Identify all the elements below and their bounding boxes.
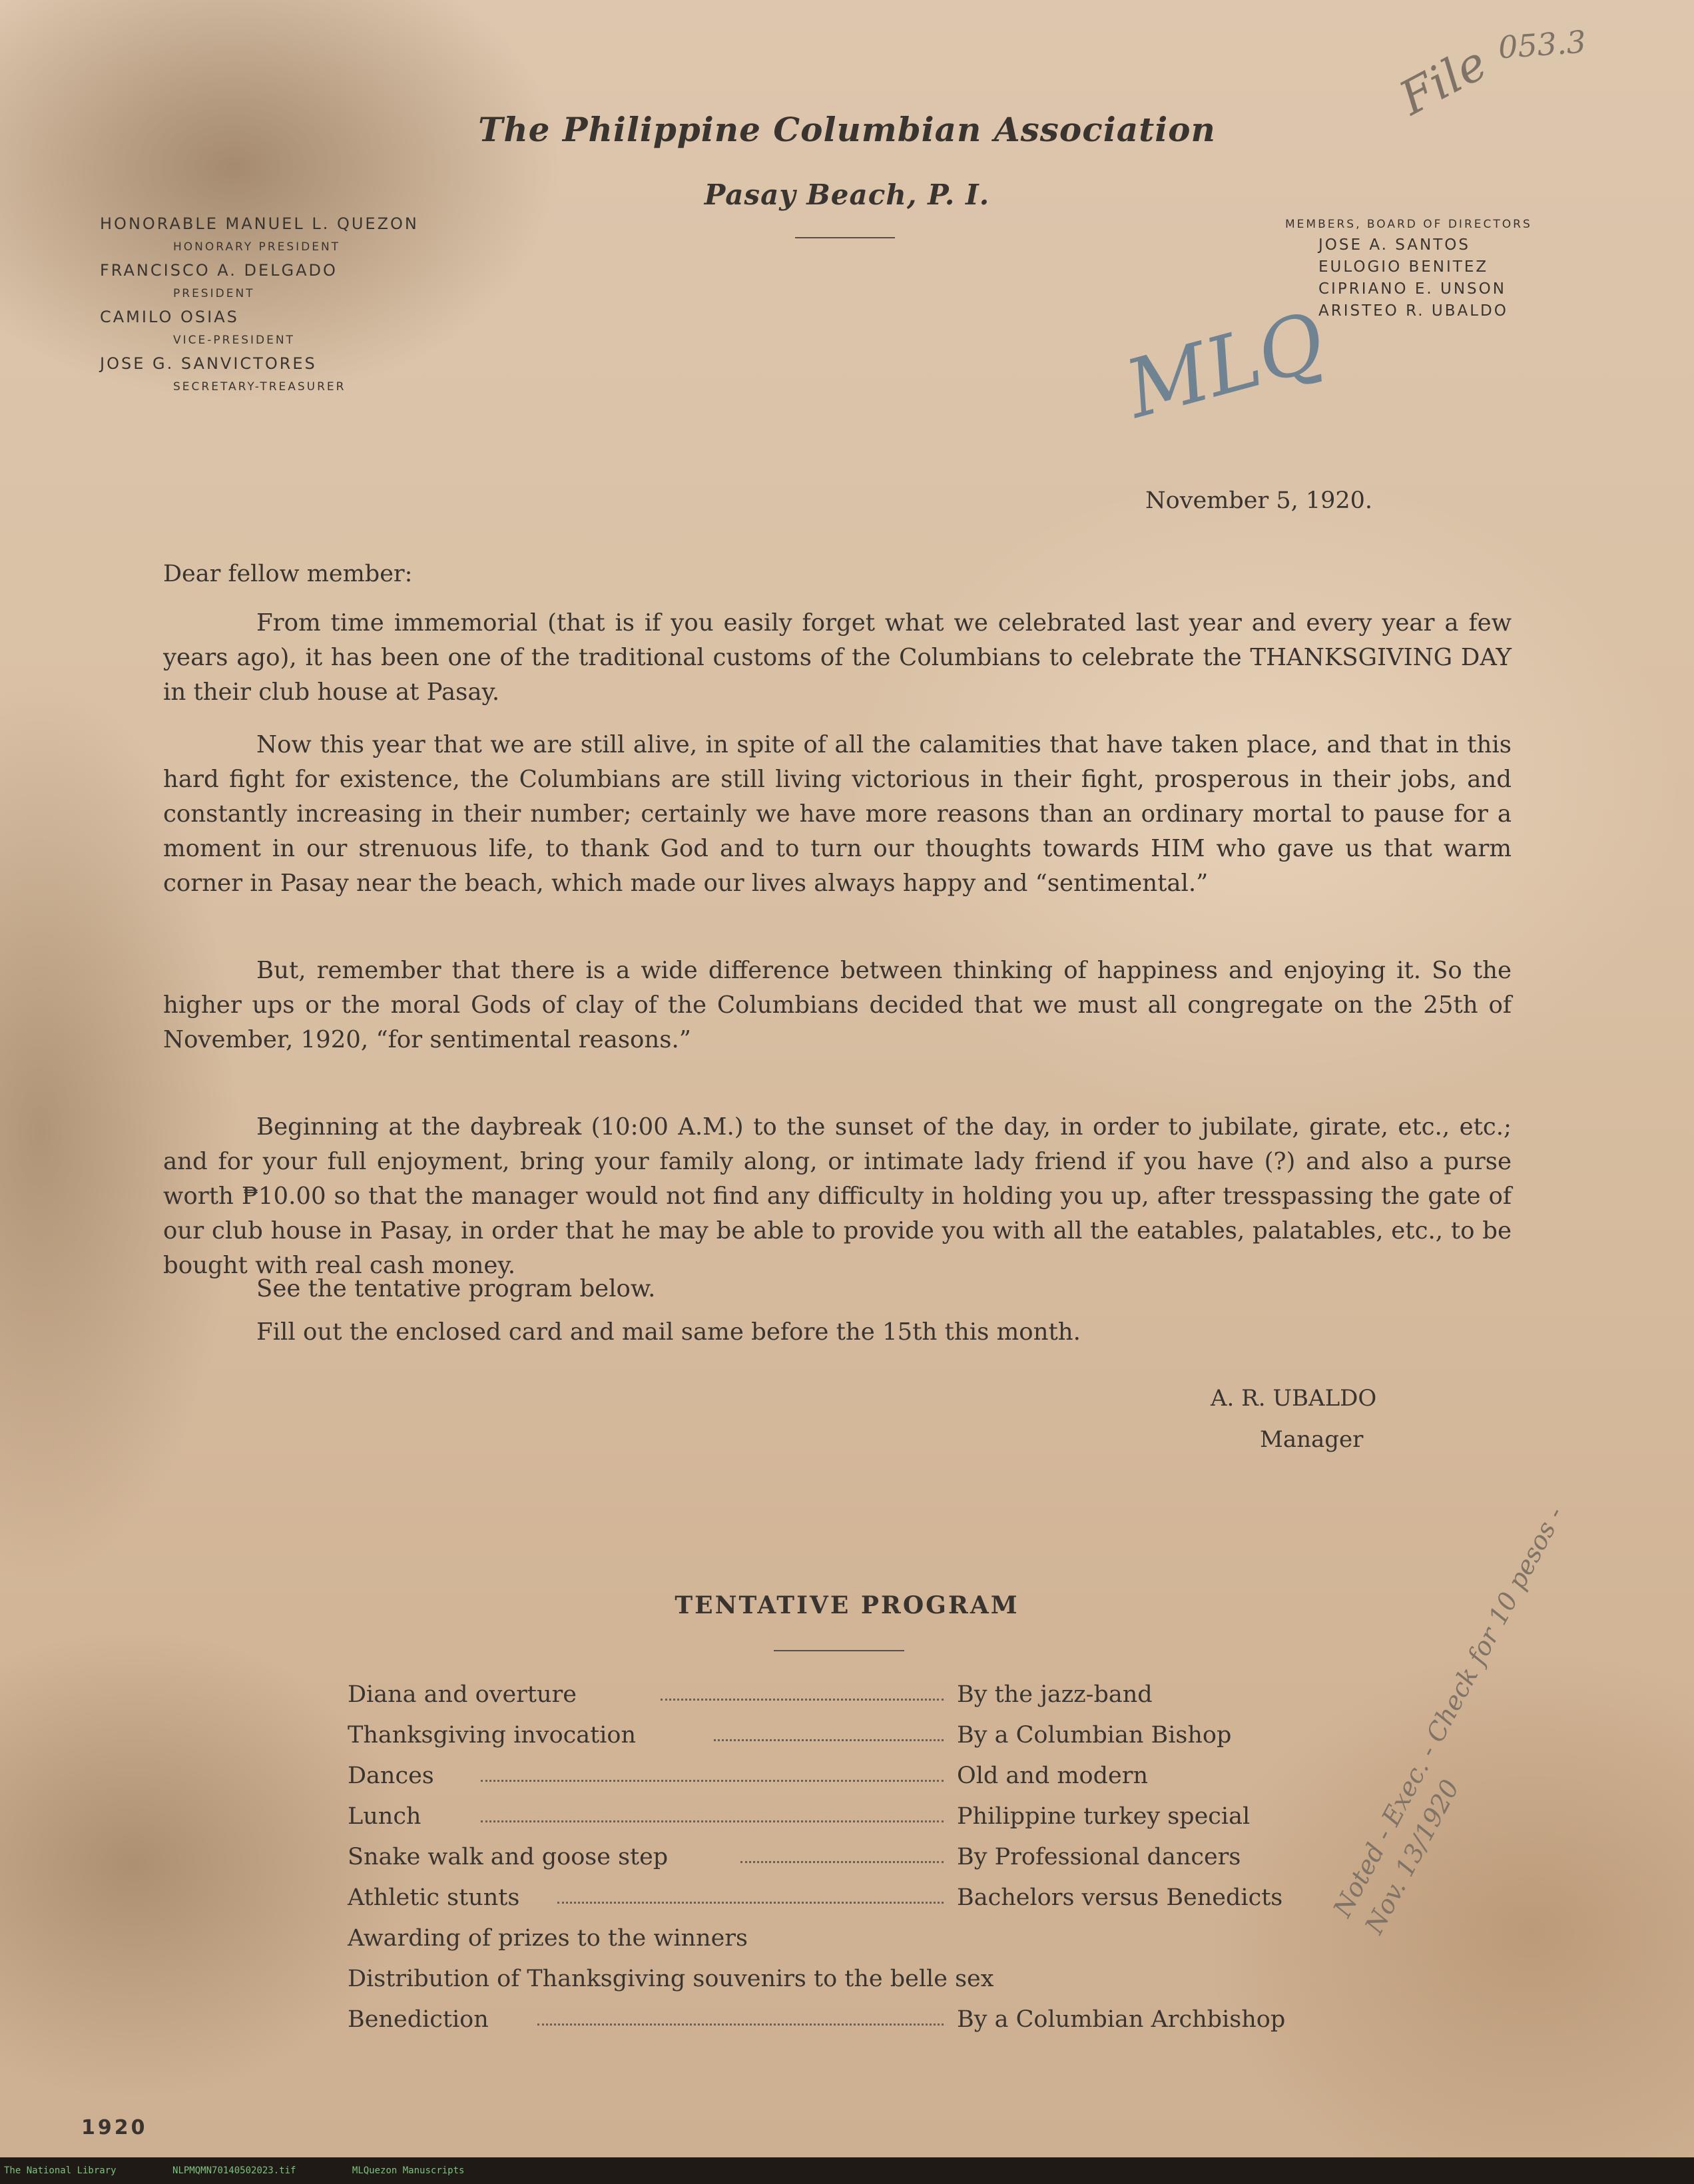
footer-filename: NLPMQMN70140502023.tif <box>172 2165 296 2176</box>
program-desc: By a Columbian Bishop <box>957 1722 1232 1749</box>
program-item: Benediction <box>348 2006 489 2033</box>
program-row <box>348 1966 1413 2006</box>
officer-name: CAMILO OSIAS <box>100 308 239 326</box>
program-item: Distribution of Thanksgiving souvenirs to the belle sex <box>348 1966 994 1992</box>
officer-title: HONORARY PRESIDENT <box>173 240 341 254</box>
footer-collection: MLQuezon Manuscripts <box>352 2165 465 2176</box>
paragraph: But, remember that there is a wide difference between thinking of happiness and enjoying it. So the higher ups or the moral Gods of clay of the Columbians decided that we must all congregate on the 25th of November, 1920, “for sentimental reasons.” <box>163 957 1512 1053</box>
file-note: File <box>1390 35 1496 126</box>
board-member: ARISTEO R. UBALDO <box>1318 302 1508 320</box>
signature-title: Manager <box>1260 1426 1364 1453</box>
program-row <box>348 1844 1413 1884</box>
paragraph: Fill out the enclosed card and mail same before the 15th this month. <box>256 1318 1081 1346</box>
letterhead-subtitle: Pasay Beach, P. I. <box>704 178 990 211</box>
program-item: Diana and overture <box>348 1681 577 1708</box>
program-item: Snake walk and goose step <box>348 1844 669 1870</box>
signature-name: A. R. UBALDO <box>1211 1385 1377 1412</box>
board-of-directors <box>1285 214 1532 322</box>
program-row <box>348 1803 1413 1844</box>
program-desc: Old and modern <box>957 1763 1149 1789</box>
dot-leader <box>481 1820 944 1822</box>
program-item: Awarding of prizes to the winners <box>348 1925 748 1952</box>
program-list <box>348 1681 1413 2047</box>
paragraph: Now this year that we are still alive, in spite of all the calamities that have taken place, and that in this hard fight for existence, the Columbians are still living victorious in their fight, prosperous in their jobs, and constantly increasing in their number; certainly we have more reasons than an ordinary mortal to pause for a moment in our strenuous life, to thank God and to turn our thoughts towards HIM who gave us that warm corner in Pasay near the beach, which made our lives always happy and “sentimental.” <box>163 731 1512 897</box>
officer-title: PRESIDENT <box>173 287 255 300</box>
dot-leader <box>481 1780 944 1782</box>
board-member: CIPRIANO E. UNSON <box>1318 280 1506 298</box>
program-desc: By a Columbian Archbishop <box>957 2006 1286 2033</box>
officer-title: SECRETARY-TREASURER <box>173 380 346 394</box>
footer-library: The National Library <box>4 2165 117 2176</box>
program-item: Dances <box>348 1763 434 1789</box>
letterhead-divider <box>795 237 895 238</box>
paragraph: See the tentative program below. <box>256 1275 656 1302</box>
letterhead-title: The Philippine Columbian Association <box>478 110 1216 149</box>
program-item: Athletic stunts <box>348 1884 520 1911</box>
dot-leader <box>557 1902 944 1904</box>
program-row <box>348 1681 1413 1722</box>
officer-name: JOSE G. SANVICTORES <box>100 354 317 373</box>
program-row <box>348 2006 1413 2047</box>
salutation: Dear fellow member: <box>163 561 413 587</box>
program-divider <box>774 1650 904 1651</box>
program-desc: By the jazz-band <box>957 1681 1153 1708</box>
handwritten-noted-note: Noted - Exec. - Check for 10 pesos - Nov. 13/1920 <box>1327 1502 1569 1939</box>
program-row <box>348 1763 1413 1803</box>
program-desc: Bachelors versus Benedicts <box>957 1884 1283 1911</box>
program-item: Thanksgiving invocation <box>348 1722 637 1749</box>
file-number-note: 053.3 <box>1497 23 1587 66</box>
dot-leader <box>740 1861 944 1863</box>
dot-leader <box>661 1699 944 1701</box>
scan-footer <box>0 2157 1694 2184</box>
officer-name: HONORABLE MANUEL L. QUEZON <box>100 214 419 233</box>
year-stamp: 1920 <box>81 2116 148 2139</box>
handwritten-initials: MLQ <box>1117 295 1334 437</box>
officers-list <box>100 213 419 400</box>
program-row <box>348 1722 1413 1763</box>
dot-leader <box>537 2024 944 2026</box>
board-member: EULOGIO BENITEZ <box>1318 258 1489 276</box>
board-heading: MEMBERS, BOARD OF DIRECTORS <box>1285 218 1532 231</box>
program-desc: By Professional dancers <box>957 1844 1241 1870</box>
paragraph: From time immemorial (that is if you easily forget what we celebrated last year and every year a few years ago), it has been one of the traditional customs of the Columbians to celebrate the THANKSGIVING DAY in their club house at Pasay. <box>163 609 1512 706</box>
program-title: TENTATIVE PROGRAM <box>675 1591 1019 1619</box>
program-item: Lunch <box>348 1803 422 1830</box>
officer-name: FRANCISCO A. DELGADO <box>100 261 338 280</box>
dot-leader <box>714 1739 944 1741</box>
program-row <box>348 1884 1413 1925</box>
letter-date: November 5, 1920. <box>1145 487 1373 514</box>
paragraph: Beginning at the daybreak (10:00 A.M.) to the sunset of the day, in order to jubilate, girate, etc., etc.; and for your full enjoyment, bring your family along, or intimate lady friend if you have (?) and also a purse worth ₱10.00 so that the manager would not find any difficulty in holding you up, after tresspassing the gate of our club house in Pasay, in order that he may be able to provide you with all the eatables, palatables, etc., to be bought with real cash money. <box>163 1113 1512 1279</box>
officer-title: VICE-PRESIDENT <box>173 334 295 347</box>
program-desc: Philippine turkey special <box>957 1803 1251 1830</box>
board-member: JOSE A. SANTOS <box>1318 236 1470 254</box>
program-row <box>348 1925 1413 1966</box>
